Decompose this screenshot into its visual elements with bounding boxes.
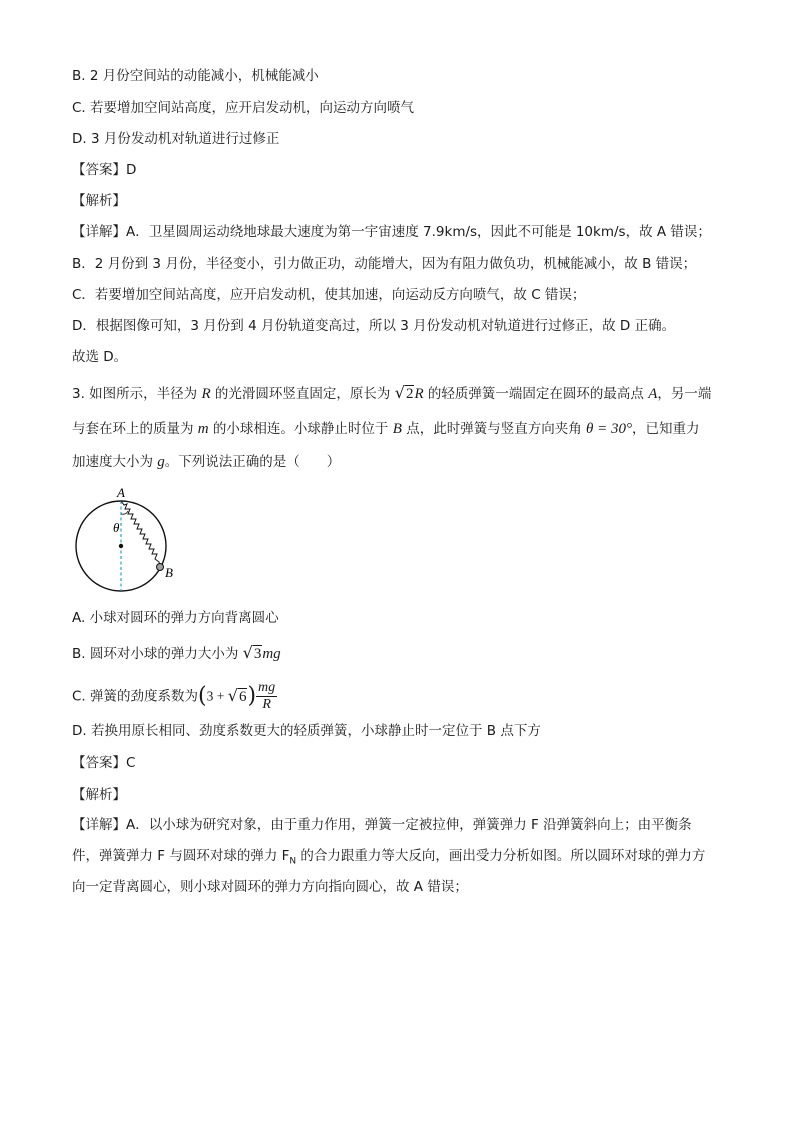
ball-b: [157, 564, 164, 571]
spring-zigzag: [121, 501, 160, 566]
label-b: B: [165, 565, 173, 580]
q3-option-d: D. 若换用原长相同、劲度系数更大的轻质弹簧，小球静止时一定位于 B 点下方: [72, 723, 541, 739]
q3-stem-line-3: 加速度大小为 g。下列说法正确的是（ ）: [72, 454, 341, 470]
prev-option-d: D. 3 月份发动机对轨道进行过修正: [72, 131, 280, 147]
circle-spring-figure: [70, 484, 190, 596]
prev-detail-c: C．若要增加空间站高度，应开启发动机，使其加速，向运动反方向喷气，故 C 错误；: [72, 287, 586, 303]
q3-option-a: A. 小球对圆环的弹力方向背离圆心: [72, 610, 279, 626]
prev-choose: 故选 D。: [72, 349, 128, 365]
theta-arc: [121, 511, 128, 514]
center-dot: [119, 544, 123, 548]
q3-detail-line-1: 【详解】A．以小球为研究对象，由于重力作用，弹簧一定被拉伸，弹簧弹力 F 沿弹簧斜向上；由平衡条: [72, 817, 692, 833]
prev-answer: 【答案】D: [72, 162, 137, 178]
q3-detail-line-3: 向一定背离圆心，则小球对圆环的弹力方向指向圆心，故 A 错误；: [72, 879, 468, 895]
prev-analysis: 【解析】: [72, 193, 126, 209]
label-a: A: [117, 485, 125, 500]
theta-equation: θ = 30°: [586, 421, 632, 437]
prev-option-b: B. 2 月份空间站的动能减小，机械能减小: [72, 68, 319, 84]
label-theta: θ: [113, 520, 120, 535]
mg-over-r-fraction: $\frac{mg}{R}$: [258, 680, 276, 712]
q3-option-b: B. 圆环对小球的弹力大小为 √3mg: [72, 643, 281, 662]
q3-stem-line-2: 与套在环上的质量为 m 的小球相连。小球静止时位于 B 点，此时弹簧与竖直方向夹角 θ = 30°，已知重力: [72, 421, 700, 437]
q3-analysis: 【解析】: [72, 787, 126, 803]
prev-detail-a: 【详解】A．卫星圆周运动绕地球最大速度为第一宇宙速度 7.9km/s，因此不可能是 10km/s，故 A 错误；: [72, 224, 711, 240]
prev-detail-d: D．根据图像可知，3 月份到 4 月份轨道变高过，所以 3 月份发动机对轨道进行过修正，故 D 正确。: [72, 318, 676, 334]
q3-detail-line-2: 件，弹簧弹力 F 与圆环对球的弹力 $F_N$ 的合力跟重力等大反向，画出受力分析如图。所以圆环对球的弹力方: [72, 848, 706, 867]
prev-option-c: C. 若要增加空间站高度，应开启发动机，向运动方向喷气: [72, 100, 415, 116]
sqrt-2-expression: √2: [394, 383, 414, 402]
q3-option-c: C. 弹簧的劲度系数为(3 + √6) $\frac{mg}{R}$: [72, 680, 276, 712]
prev-detail-b: B．2 月份到 3 月份，半径变小，引力做正功，动能增大，因为有阻力做负功，机械能减小，故 B 错误；: [72, 256, 697, 272]
q3-answer: 【答案】C: [72, 755, 136, 771]
q3-stem-line-1: 3. 如图所示，半径为 R 的光滑圆环竖直固定，原长为 √2R 的轻质弹簧一端固定在圆环的最高点 A，另一端: [72, 383, 712, 402]
